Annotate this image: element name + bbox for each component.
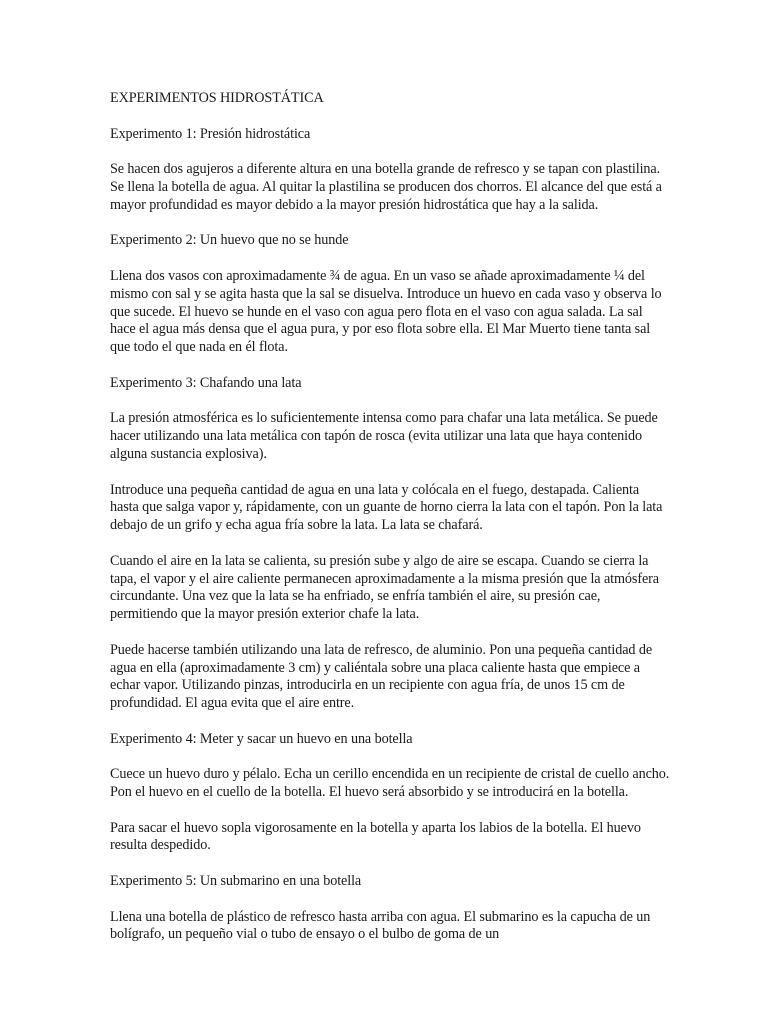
experiment-1-heading: Experimento 1: Presión hidrostática bbox=[110, 125, 311, 142]
document-title: EXPERIMENTOS HIDROSTÁTICA bbox=[110, 90, 324, 106]
experiment-3-paragraph-1: La presión atmosférica es lo suficientemente intensa como para chafar una lata metálica. Se puede hacer utilizando una lata metálica con tapón de rosca (evita utilizar una lata que haya contenido alguna sustancia explosiva). bbox=[110, 410, 658, 462]
experiment-5-heading: Experimento 5: Un submarino en una botella bbox=[110, 873, 362, 890]
experiment-4-heading: Experimento 4: Meter y sacar un huevo en una botella bbox=[110, 730, 413, 747]
experiment-3-paragraph-2: Introduce una pequeña cantidad de agua en una lata y colócala en el fuego, destapada. Calienta hasta que salga vapor y, rápidamente, con un guante de horno cierra la lata con el tapón. Pon la lata debajo de un grifo y echa agua fría sobre la lata. La lata se chafará. bbox=[110, 481, 663, 534]
experiment-1-paragraph: Se hacen dos agujeros a diferente altura en una botella grande de refresco y se tapan con plastilina. Se llena la botella de agua. Al quitar la plastilina se producen dos chorros. El alcance del que está a mayor profundidad es mayor debido a la mayor presión hidrostática que hay a la salida. bbox=[110, 161, 662, 213]
experiment-4-paragraph-1: Cuece un huevo duro y pélalo. Echa un cerillo encendida en un recipiente de cristal de cuello ancho. Pon el huevo en el cuello de la botella. El huevo será absorbido y se introducirá en la botella. bbox=[110, 766, 670, 801]
experiment-2-heading: Experimento 2: Un huevo que no se hunde bbox=[110, 232, 349, 249]
experiment-5-paragraph: Llena una botella de plástico de refresco hasta arriba con agua. El submarino es la capucha de un bolígrafo, un pequeño vial o tubo de ensayo o el bulbo de goma de un bbox=[110, 908, 651, 943]
experiment-4-paragraph-2: Para sacar el huevo sopla vigorosamente en la botella y aparta los labios de la botella. El huevo resulta despedido. bbox=[110, 819, 641, 854]
experiment-3-paragraph-3: Cuando el aire en la lata se calienta, su presión sube y algo de aire se escapa. Cuando se cierra la tapa, el vapor y el aire caliente permanecen aproximadamente a la misma presión que la atmósfera circundante. Una vez que la lata se ha enfriado, se enfría también el aire, su presión cae, permitiendo que la mayor presión exterior chafe la lata. bbox=[110, 552, 659, 623]
experiment-2-paragraph: Llena dos vasos con aproximadamente ¾ de agua. En un vaso se añade aproximadamente ¼ del mismo con sal y se agita hasta que la sal se disuelva. Introduce un huevo en cada vaso y observa lo que sucede. El huevo se hunde en el vaso con agua pero flota en el vaso con agua salada. La sal hace el agua más densa que el agua pura, y por eso flota sobre ella. El Mar Muerto tiene tanta sal que todo el que nada en él flota. bbox=[110, 267, 662, 356]
experiment-3-heading: Experimento 3: Chafando una lata bbox=[110, 374, 302, 391]
document-body bbox=[110, 90, 670, 962]
experiment-3-paragraph-4: Puede hacerse también utilizando una lata de refresco, de aluminio. Pon una pequeña cantidad de agua en ella (aproximadamente 3 cm) y caliéntala sobre una placa caliente hasta que empiece a echar vapor. Utilizando pinzas, introducirla en un recipiente con agua fría, de unos 15 cm de profundidad. El agua evita que el aire entre. bbox=[110, 641, 653, 712]
